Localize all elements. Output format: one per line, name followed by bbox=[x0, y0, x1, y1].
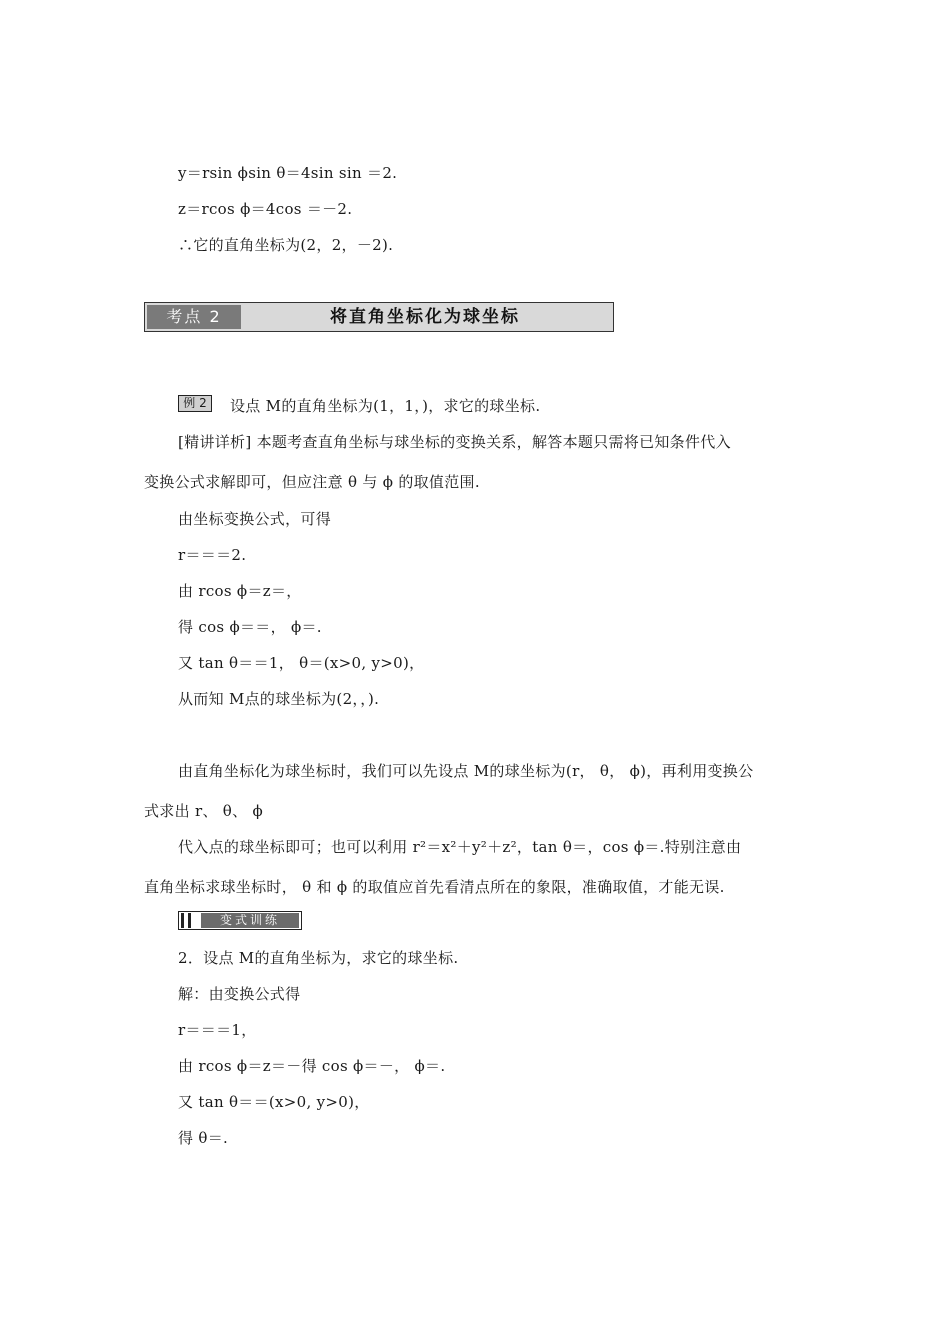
bars-icon bbox=[181, 913, 197, 928]
summary-line: 由直角坐标化为球坐标时，我们可以先设点 M的球坐标为(r， θ， ϕ)，再利用变换公 bbox=[178, 762, 754, 780]
exercise-line: 得 θ＝. bbox=[178, 1129, 229, 1147]
section-tag: 考点 2 bbox=[147, 305, 241, 329]
solution-step: 由 rcos ϕ＝z＝， bbox=[178, 582, 302, 600]
summary-line: 式求出 r、 θ、 ϕ bbox=[144, 802, 264, 820]
solution-step: r＝＝＝2. bbox=[178, 546, 247, 564]
example-badge: 例 2 bbox=[178, 395, 212, 412]
solution-step: 得 cos ϕ＝＝， ϕ＝. bbox=[178, 618, 322, 636]
analysis-line: [精讲详析] 本题考查直角坐标与球坐标的变换关系，解答本题只需将已知条件代入 bbox=[178, 433, 731, 451]
example-question: 设点 M的直角坐标为(1，1，)，求它的球坐标. bbox=[230, 397, 541, 415]
analysis-line: 变换公式求解即可，但应注意 θ 与 ϕ 的取值范围. bbox=[144, 473, 480, 491]
summary-line: 直角坐标求球坐标时， θ 和 ϕ 的取值应首先看清点所在的象限，准确取值，才能无误. bbox=[144, 878, 725, 896]
exercise-line: 又 tan θ＝＝(x>0, y>0)， bbox=[178, 1093, 370, 1111]
training-banner bbox=[178, 911, 302, 930]
exercise-line: 2．设点 M的直角坐标为，求它的球坐标. bbox=[178, 949, 459, 967]
solution-step: 又 tan θ＝＝1， θ＝(x>0, y>0)， bbox=[178, 654, 425, 672]
training-label: 变式训练 bbox=[201, 913, 299, 928]
exercise-line: 解：由变换公式得 bbox=[178, 985, 301, 1003]
text-line: y＝rsin ϕsin θ＝4sin sin ＝2. bbox=[178, 164, 398, 182]
section-title: 将直角坐标化为球坐标 bbox=[330, 307, 520, 327]
section-banner bbox=[144, 302, 614, 332]
summary-line: 代入点的球坐标即可；也可以利用 r²＝x²＋y²＋z²，tan θ＝，cos ϕ＝.特别注意由 bbox=[178, 838, 742, 856]
exercise-line: r＝＝＝1， bbox=[178, 1021, 257, 1039]
solution-step: 由坐标变换公式，可得 bbox=[178, 510, 332, 528]
text-line: ∴它的直角坐标为(2，2，－2). bbox=[178, 236, 394, 254]
solution-step: 从而知 M点的球坐标为(2，，). bbox=[178, 690, 380, 708]
exercise-line: 由 rcos ϕ＝z＝－得 cos ϕ＝－， ϕ＝. bbox=[178, 1057, 446, 1075]
text-line: z＝rcos ϕ＝4cos ＝－2. bbox=[178, 200, 353, 218]
